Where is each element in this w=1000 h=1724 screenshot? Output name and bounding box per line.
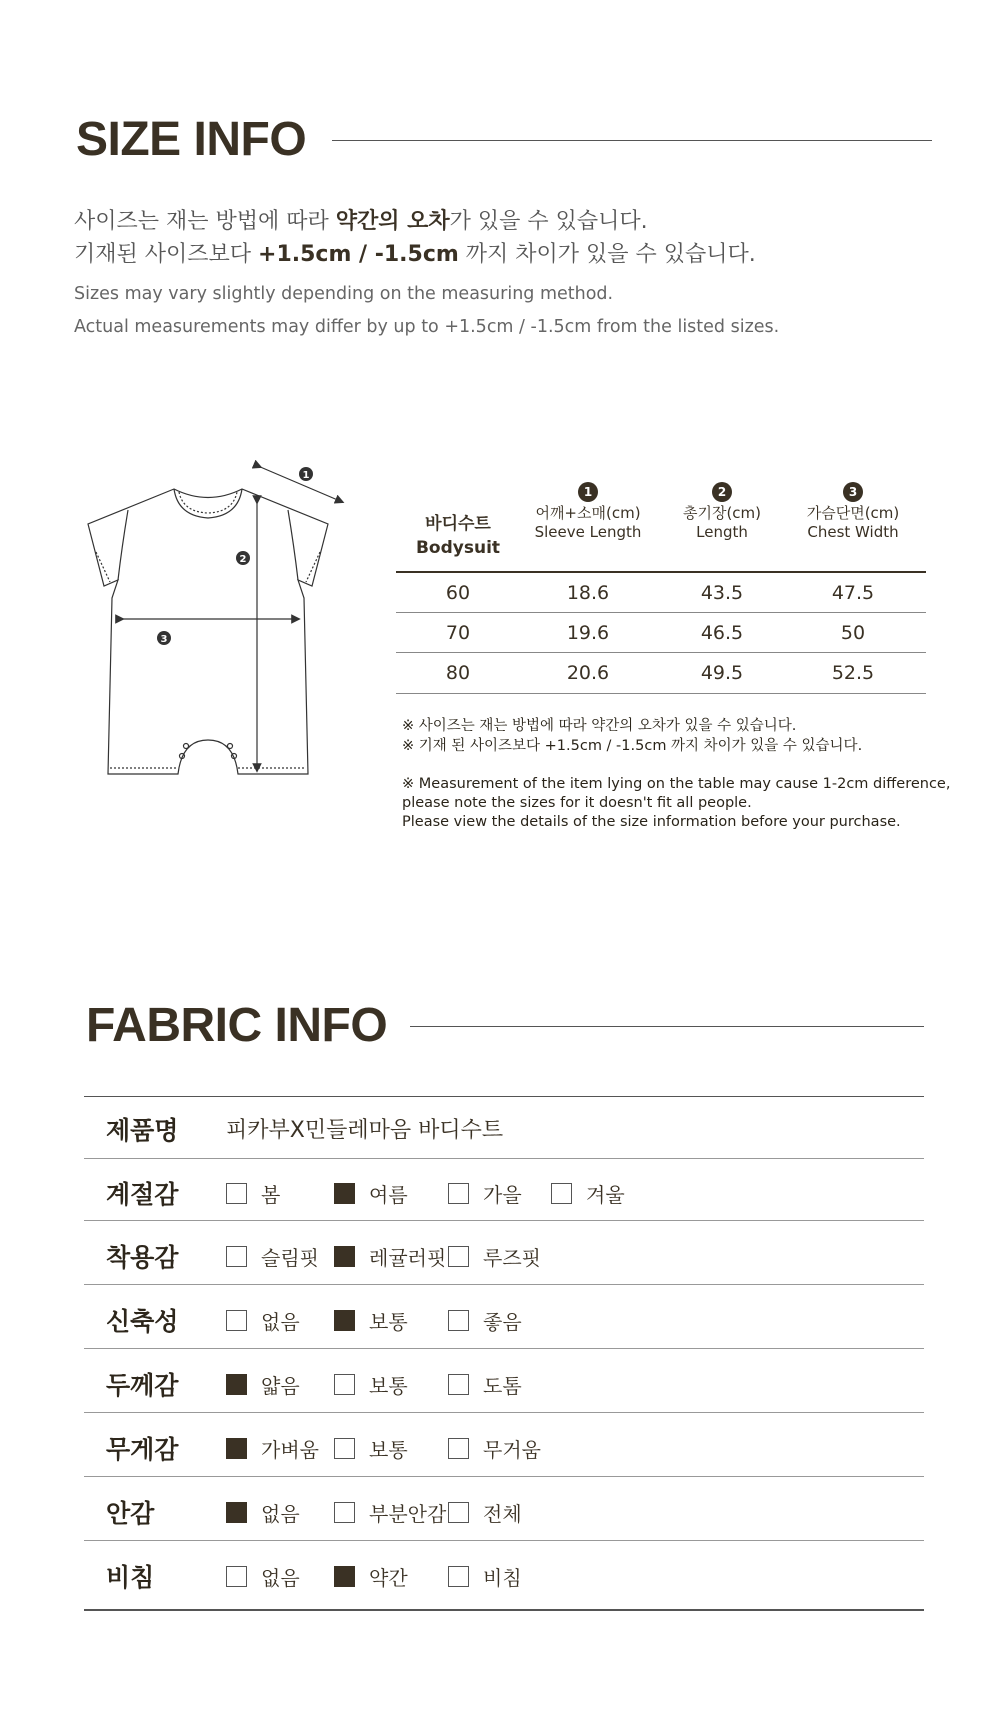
option-label: 보통 (369, 1438, 408, 1462)
marker-1-label: 1 (302, 470, 310, 481)
table-row (396, 613, 926, 653)
cell-size: 70 (445, 622, 471, 644)
checkbox-checked-icon (226, 1374, 247, 1395)
option-label: 전체 (483, 1502, 522, 1526)
option-label: 없음 (261, 1310, 300, 1334)
checkbox-empty-icon (226, 1310, 247, 1331)
option-label: 비침 (483, 1566, 522, 1590)
option-autumn (448, 1179, 522, 1208)
fabric-info-divider (410, 1026, 924, 1027)
fit-label: 착용감 (106, 1243, 179, 1272)
option-thick (448, 1370, 522, 1399)
option-stretch-normal (334, 1306, 408, 1335)
cell-sleeve-length: 18.6 (566, 582, 610, 604)
table-row (396, 653, 926, 693)
option-winter (551, 1179, 625, 1208)
fabric-row-fit (84, 1220, 924, 1284)
cell-size: 60 (445, 582, 471, 604)
option-loose-fit (448, 1242, 541, 1271)
checkbox-empty-icon (334, 1374, 355, 1395)
checkbox-empty-icon (448, 1310, 469, 1331)
option-label: 무거움 (483, 1438, 541, 1462)
checkbox-empty-icon (448, 1246, 469, 1267)
weight-label: 무게감 (106, 1435, 179, 1464)
option-label: 얇음 (261, 1374, 300, 1398)
option-label: 봄 (261, 1183, 281, 1207)
option-weight-normal (334, 1434, 408, 1463)
option-lining-full (448, 1498, 522, 1527)
product-header-ko: 바디수트 (425, 514, 491, 534)
cell-sleeve-length: 19.6 (566, 622, 610, 644)
col-2-number-badge: 2 (712, 482, 732, 502)
length-header (656, 482, 788, 542)
checkbox-empty-icon (226, 1566, 247, 1587)
cell-chest-width: 50 (840, 622, 866, 644)
checkbox-empty-icon (448, 1374, 469, 1395)
table-bottom-divider (396, 693, 926, 694)
fabric-row-season (84, 1158, 924, 1220)
checkbox-empty-icon (448, 1183, 469, 1204)
product-name-value: 피카부X민들레마음 바디수트 (226, 1118, 504, 1143)
option-spring (226, 1179, 280, 1208)
fabric-row-product-name (84, 1096, 924, 1158)
option-label: 가을 (483, 1183, 522, 1207)
lining-label: 안감 (106, 1499, 155, 1528)
option-label: 없음 (261, 1566, 300, 1590)
size-table (396, 482, 926, 684)
size-note-en-line2: Actual measurements may differ by up to +1.5cm / -1.5cm from the listed sizes. (74, 317, 780, 337)
fabric-row-lining (84, 1476, 924, 1540)
checkbox-empty-icon (551, 1183, 572, 1204)
cell-size: 80 (445, 662, 471, 684)
option-summer (334, 1179, 408, 1208)
cell-chest-width: 52.5 (831, 662, 875, 684)
checkbox-checked-icon (334, 1566, 355, 1587)
bodysuit-diagram (82, 456, 352, 786)
size-footnote-en-1: ※ Measurement of the item lying on the table may cause 1-2cm difference, (402, 776, 951, 792)
size-note-ko-line1: 사이즈는 재는 방법에 따라 약간의 오차가 있을 수 있습니다. (74, 209, 648, 234)
col-2-en: Length (696, 523, 748, 541)
checkbox-empty-icon (334, 1438, 355, 1459)
checkbox-checked-icon (334, 1246, 355, 1267)
option-thin (226, 1370, 300, 1399)
option-label: 도톰 (483, 1374, 522, 1398)
option-stretch-none (226, 1306, 300, 1335)
checkbox-empty-icon (448, 1566, 469, 1587)
chest-width-header (788, 482, 918, 542)
size-footnote-en-3: Please view the details of the size information before your purchase. (402, 814, 901, 830)
option-label: 겨울 (586, 1183, 625, 1207)
stretch-label: 신축성 (106, 1307, 179, 1336)
option-slim-fit (226, 1242, 319, 1271)
option-stretch-good (448, 1306, 522, 1335)
checkbox-checked-icon (334, 1183, 355, 1204)
thickness-label: 두께감 (106, 1371, 179, 1400)
season-label: 계절감 (106, 1180, 179, 1209)
sleeve-length-arrow (258, 466, 340, 501)
fabric-info-title: FABRIC INFO (86, 999, 388, 1052)
product-header-en: Bodysuit (415, 538, 501, 558)
option-label: 여름 (369, 1183, 408, 1207)
option-lining-none (226, 1498, 300, 1527)
marker-3-label: 3 (160, 634, 168, 645)
size-note-ko-line2: 기재된 사이즈보다 +1.5cm / -1.5cm 까지 차이가 있을 수 있습니다. (74, 242, 756, 267)
size-note-en-line1: Sizes may vary slightly depending on the measuring method. (74, 284, 614, 304)
size-info-title: SIZE INFO (76, 113, 307, 166)
option-label: 레귤러핏 (369, 1246, 447, 1270)
option-heavy (448, 1434, 541, 1463)
option-label: 보통 (369, 1310, 408, 1334)
col-1-en: Sleeve Length (534, 523, 642, 541)
checkbox-empty-icon (448, 1438, 469, 1459)
option-lining-partial (334, 1498, 446, 1527)
checkbox-empty-icon (448, 1502, 469, 1523)
cell-length: 43.5 (700, 582, 744, 604)
option-light (226, 1434, 319, 1463)
bodysuit-outline (88, 489, 328, 774)
cell-length: 49.5 (700, 662, 744, 684)
table-row (396, 573, 926, 613)
size-footnote-en-2: please note the sizes for it doesn't fit all people. (402, 795, 752, 811)
option-label: 보통 (369, 1374, 408, 1398)
marker-2-label: 2 (239, 554, 247, 565)
fabric-row-sheerness (84, 1540, 924, 1609)
size-info-divider (332, 140, 932, 141)
option-label: 가벼움 (261, 1438, 319, 1462)
fabric-row-stretch (84, 1284, 924, 1348)
fabric-row-weight (84, 1412, 924, 1476)
option-label: 루즈핏 (483, 1246, 541, 1270)
col-3-number-badge: 3 (843, 482, 863, 502)
sleeve-length-header (520, 482, 656, 542)
cell-sleeve-length: 20.6 (566, 662, 610, 684)
size-footnote-ko-2: ※ 기재 된 사이즈보다 +1.5cm / -1.5cm 까지 차이가 있을 수 있습니다. (402, 738, 863, 754)
product-name-label: 제품명 (106, 1116, 179, 1145)
col-3-ko: 가슴단면(cm) (806, 504, 900, 522)
option-sheer-none (226, 1562, 300, 1591)
option-label: 부분안감 (369, 1502, 447, 1526)
option-label: 약간 (369, 1566, 408, 1590)
option-label: 없음 (261, 1502, 300, 1526)
option-regular-fit (334, 1242, 446, 1271)
checkbox-empty-icon (226, 1246, 247, 1267)
col-3-en: Chest Width (807, 523, 899, 541)
checkbox-empty-icon (226, 1183, 247, 1204)
col-2-ko: 총기장(cm) (682, 504, 762, 522)
checkbox-empty-icon (334, 1502, 355, 1523)
size-table-header (396, 482, 926, 572)
fabric-table-bottom-rule (84, 1609, 924, 1611)
cell-length: 46.5 (700, 622, 744, 644)
cell-chest-width: 47.5 (831, 582, 875, 604)
fabric-row-thickness (84, 1348, 924, 1412)
product-header (396, 512, 520, 560)
option-label: 슬림핏 (261, 1246, 319, 1270)
checkbox-checked-icon (334, 1310, 355, 1331)
checkbox-checked-icon (226, 1502, 247, 1523)
option-label: 좋음 (483, 1310, 522, 1334)
checkbox-checked-icon (226, 1438, 247, 1459)
sheerness-label: 비침 (106, 1563, 155, 1592)
option-thickness-normal (334, 1370, 408, 1399)
option-sheer-slight (334, 1562, 408, 1591)
option-sheer (448, 1562, 522, 1591)
col-1-number-badge: 1 (578, 482, 598, 502)
size-footnote-ko-1: ※ 사이즈는 재는 방법에 따라 약간의 오차가 있을 수 있습니다. (402, 718, 797, 734)
col-1-ko: 어깨+소매(cm) (535, 504, 641, 522)
